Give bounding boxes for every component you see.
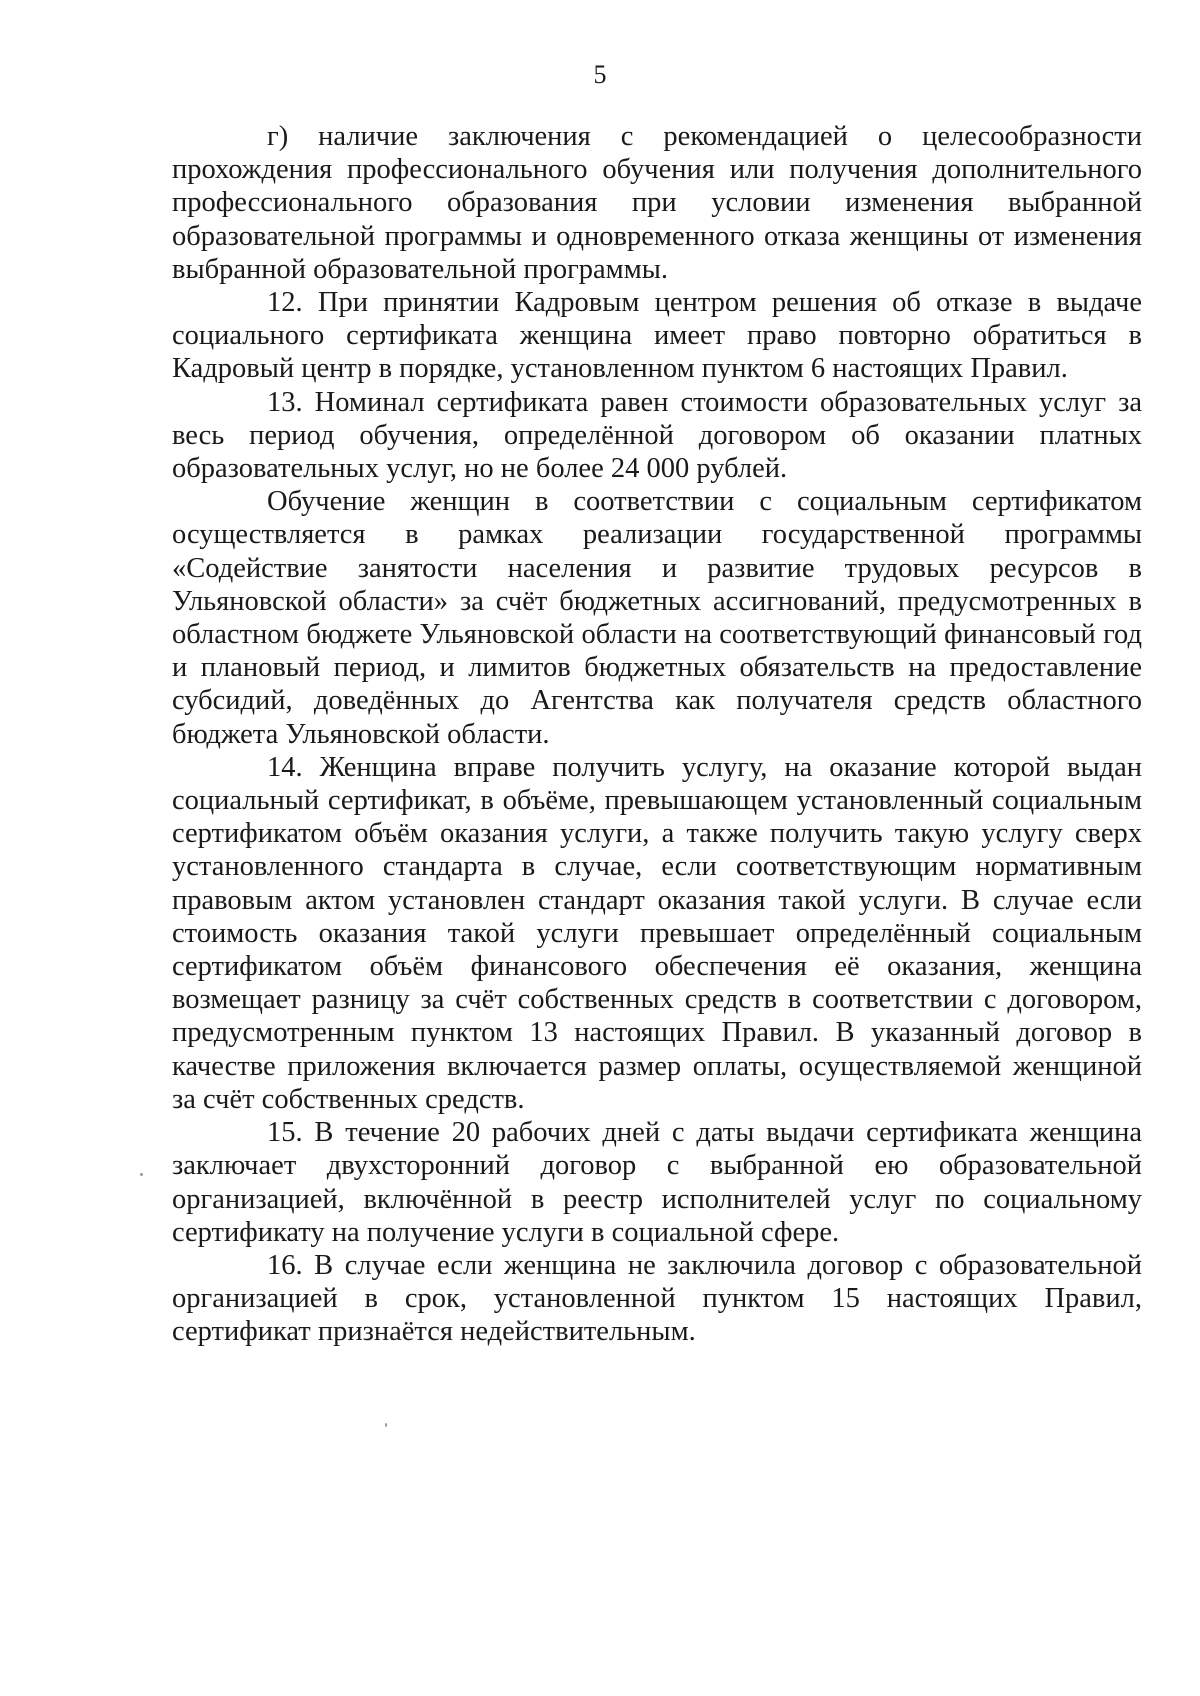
paragraph-13: 13. Номинал сертификата равен стоимости образовательных услуг за весь период обучения, определённой договором об оказании платных образовательных услуг, но не более 24 000 рублей. [172, 386, 1142, 485]
document-body [172, 120, 1142, 1349]
scan-speck-left [140, 1173, 143, 1176]
paragraph-15: 15. В течение 20 рабочих дней с даты выдачи сертификата женщина заключает двухсторонний договор с выбранной ею образовательной организацией, включённой в реестр исполнителей услуг по социальному сертификату на получение услуги в социальной сфере. [172, 1117, 1142, 1248]
paragraph-13-continuation: Обучение женщин в соответствии с социальным сертификатом осуществляется в рамках реализации государственной программы «Содействие занятости населения и развитие трудовых ресурсов в Ульяновской области» за счёт бюджетных ассигнований, предусмотренных в областном бюджете Ульяновской области на соответствующий финансовый год и плановый период, и лимитов бюджетных обязательств на предоставление субсидий, доведённых до Агентства как получателя средств областного бюджета Ульяновской области. [172, 486, 1142, 750]
scan-speck-bottom [385, 1423, 387, 1427]
paragraph-12: 12. При принятии Кадровым центром решения об отказе в выдаче социального сертификата женщина имеет право повторно обратиться в Кадровый центр в порядке, установленном пунктом 6 настоящих Правил. [172, 287, 1142, 385]
paragraph-16: 16. В случае если женщина не заключила договор с образовательной организацией в срок, установленной пунктом 15 настоящих Правил, сертификат признаётся недействительным. [172, 1249, 1142, 1348]
page-number: 5 [593, 60, 607, 89]
paragraph-item-g: г) наличие заключения с рекомендацией о целесообразности прохождения профессионального обучения или получения дополнительного профессионального образования при условии изменения выбранной образовательной программы и одновременного отказа женщины от изменения выбранной образовательной программы. [172, 121, 1142, 285]
paragraph-14: 14. Женщина вправе получить услугу, на оказание которой выдан социальный сертификат, в объёме, превышающем установленный социальным сертификатом объём оказания услуги, а также получить такую услугу сверх установленного стандарта в случае, если соответствующим нормативным правовым актом установлен стандарт оказания такой услуги. В случае если стоимость оказания такой услуги превышает определённый социальным сертификатом объём финансового обеспечения её оказания, женщина возмещает разницу за счёт собственных средств в соответствии с договором, предусмотренным пунктом 13 настоящих Правил. В указанный договор в качестве приложения включается размер оплаты, осуществляемой женщиной за счёт собственных средств. [172, 751, 1142, 1115]
